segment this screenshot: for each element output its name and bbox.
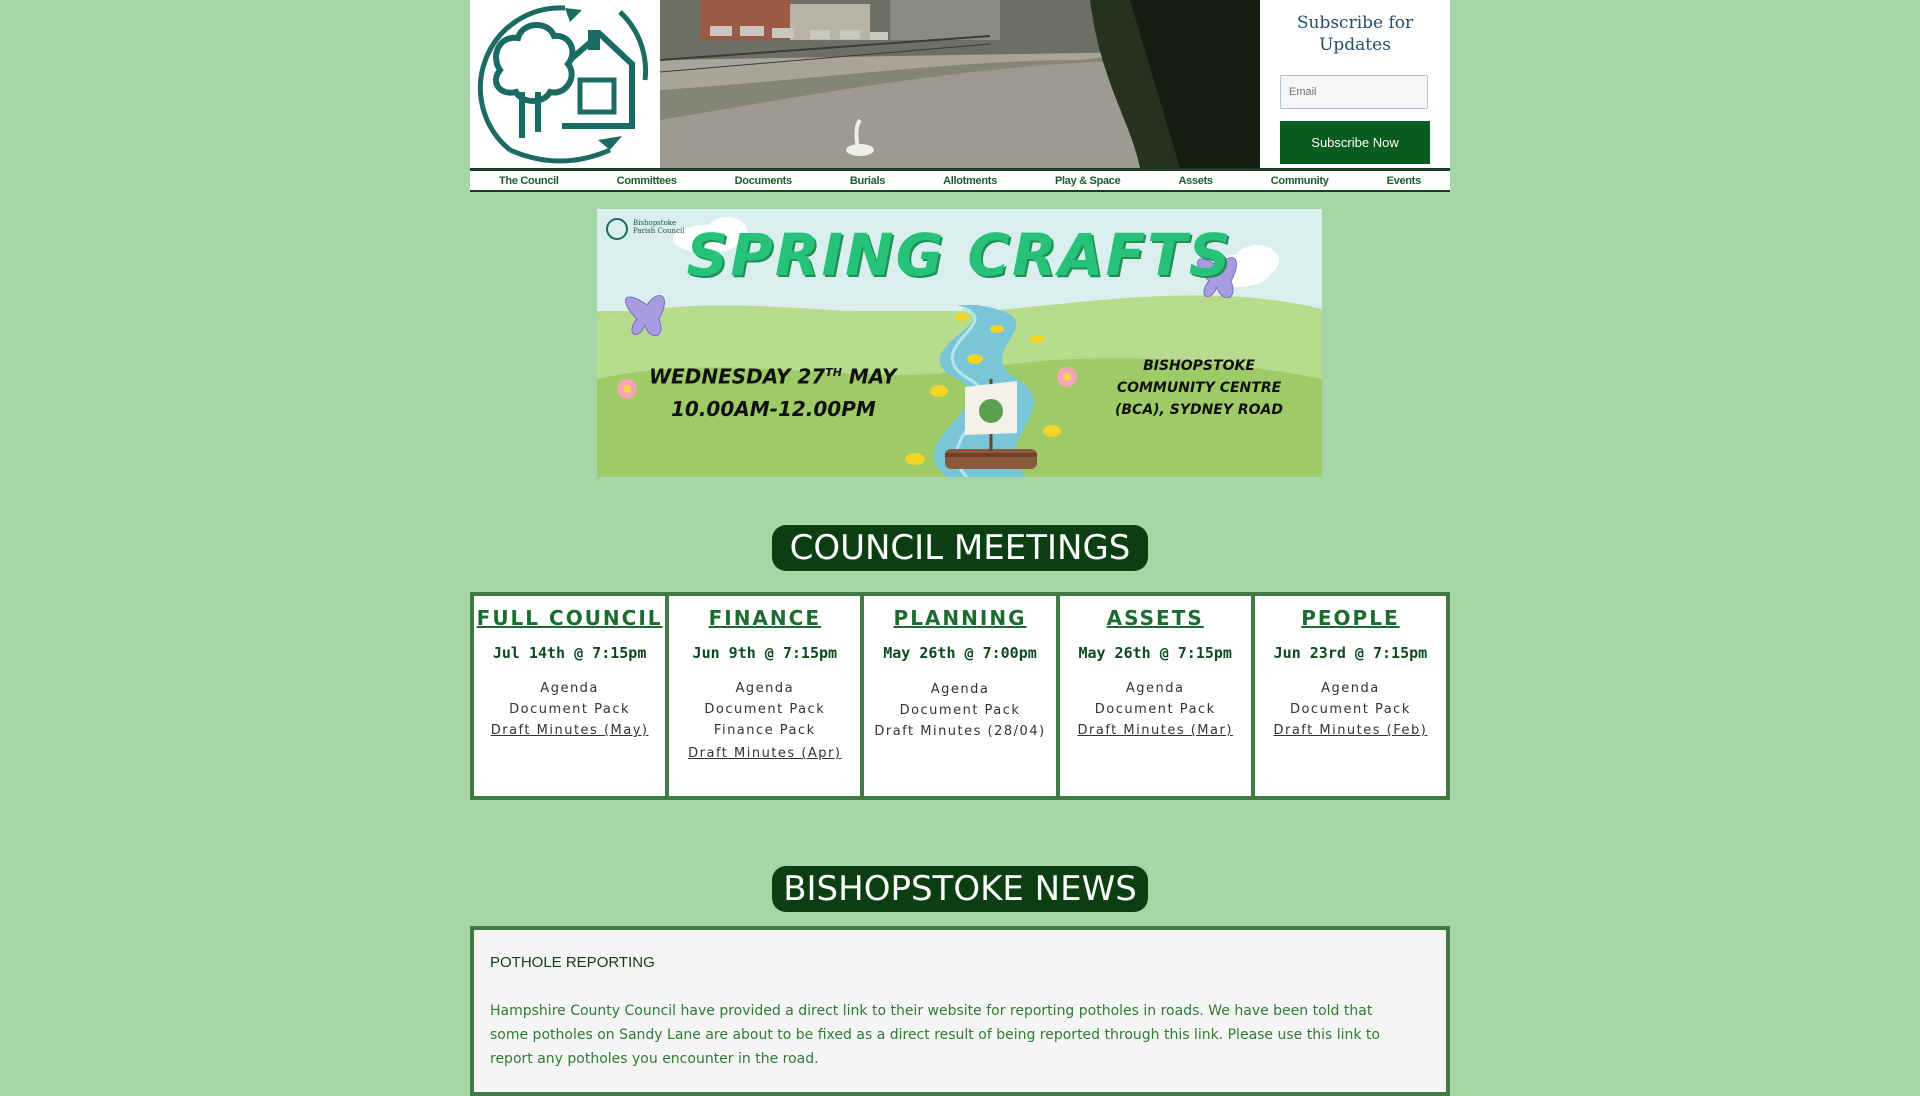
banner-date-day: WEDNESDAY 27: [649, 364, 826, 389]
meeting-assets: [1060, 596, 1251, 796]
nav-committees[interactable]: Committees: [616, 174, 677, 187]
news-item-body: Hampshire County Council have provided a direct link to their website for reporting potholes in roads. We have been told that some potholes on Sandy Lane are about to be fixed as a direct result of being reported through this link. Please use this link to report any potholes you encounter in the road.: [490, 1003, 1380, 1067]
agenda-link[interactable]: Agenda: [735, 681, 795, 696]
meeting-title[interactable]: FINANCE: [708, 606, 821, 630]
draft-minutes-link[interactable]: Draft Minutes (May): [490, 723, 649, 738]
meeting-full-council: [474, 596, 665, 796]
meeting-title[interactable]: PEOPLE: [1301, 606, 1400, 630]
river-photo-illustration: [660, 0, 1260, 168]
header-photo-river: [660, 0, 1260, 168]
banner-time: 10.00AM-12.00PM: [671, 396, 876, 421]
news-panel: [470, 926, 1450, 1096]
banner-venue: BISHOPSTOKE COMMUNITY CENTRE (BCA), SYDNEY ROAD: [1114, 358, 1284, 418]
meeting-date: May 26th @ 7:15pm: [1078, 644, 1232, 662]
council-logo[interactable]: [470, 0, 660, 168]
email-input[interactable]: [1280, 75, 1428, 109]
banner-title: SPRING CRAFTS: [686, 221, 1233, 289]
finance-pack-link[interactable]: Finance Pack: [713, 723, 816, 738]
council-meetings-heading: COUNCIL MEETINGS: [772, 525, 1148, 571]
agenda-link[interactable]: Agenda: [1125, 681, 1185, 696]
nav-community[interactable]: Community: [1270, 174, 1329, 187]
nav-the-council[interactable]: The Council: [499, 174, 559, 187]
document-pack-link[interactable]: Document Pack: [1289, 702, 1411, 717]
nav-allotments[interactable]: Allotments: [943, 174, 997, 187]
subscribe-button[interactable]: Subscribe Now: [1280, 121, 1430, 164]
meeting-date: Jun 23rd @ 7:15pm: [1273, 644, 1428, 662]
document-pack-link[interactable]: Document Pack: [509, 702, 631, 717]
spring-crafts-banner[interactable]: [597, 209, 1322, 477]
document-pack-link[interactable]: Document Pack: [1094, 702, 1216, 717]
banner-date: [649, 357, 896, 425]
meeting-date: Jun 9th @ 7:15pm: [692, 644, 838, 662]
draft-minutes-link[interactable]: Draft Minutes (Mar): [1077, 723, 1233, 738]
meeting-finance: [669, 596, 860, 796]
nav-assets[interactable]: Assets: [1178, 174, 1213, 187]
meeting-date: May 26th @ 7:00pm: [883, 644, 1037, 662]
agenda-link[interactable]: Agenda: [1321, 681, 1380, 696]
bishopstoke-news-heading: BISHOPSTOKE NEWS: [772, 866, 1148, 912]
news-item: [474, 930, 1446, 1092]
agenda-link[interactable]: Agenda: [540, 681, 599, 696]
meeting-people: [1255, 596, 1446, 796]
news-item-title: POTHOLE REPORTING: [490, 954, 655, 971]
agenda-link[interactable]: Agenda: [930, 682, 990, 697]
nav-play-space[interactable]: Play & Space: [1054, 174, 1121, 187]
main-nav: [470, 168, 1450, 192]
subscribe-panel: [1260, 0, 1450, 168]
banner-org-line1: Bishopstoke: [633, 219, 677, 227]
nav-documents[interactable]: Documents: [734, 174, 792, 187]
meetings-grid: [470, 592, 1450, 800]
page: [470, 0, 1450, 1080]
meeting-title[interactable]: ASSETS: [1106, 606, 1204, 630]
site-header: [470, 0, 1450, 168]
banner-date-month: MAY: [841, 364, 897, 389]
meeting-date: Jul 14th @ 7:15pm: [492, 644, 647, 662]
nav-burials[interactable]: Burials: [849, 174, 886, 187]
meeting-planning: [864, 596, 1055, 796]
subscribe-title: Subscribe for Updates: [1296, 13, 1414, 55]
document-pack-link[interactable]: Document Pack: [899, 703, 1021, 718]
banner-org-line2: Parish Council: [633, 227, 685, 235]
draft-minutes-link[interactable]: Draft Minutes (28/04): [874, 724, 1046, 739]
draft-minutes-link[interactable]: Draft Minutes (Apr): [688, 746, 842, 761]
banner-date-suffix: TH: [825, 366, 842, 379]
council-logo-icon: [470, 0, 660, 168]
nav-events[interactable]: Events: [1386, 174, 1421, 187]
document-pack-link[interactable]: Document Pack: [704, 702, 826, 717]
draft-minutes-link[interactable]: Draft Minutes (Feb): [1273, 723, 1428, 738]
meeting-title[interactable]: FULL COUNCIL: [476, 606, 663, 630]
meeting-title[interactable]: PLANNING: [893, 606, 1027, 630]
